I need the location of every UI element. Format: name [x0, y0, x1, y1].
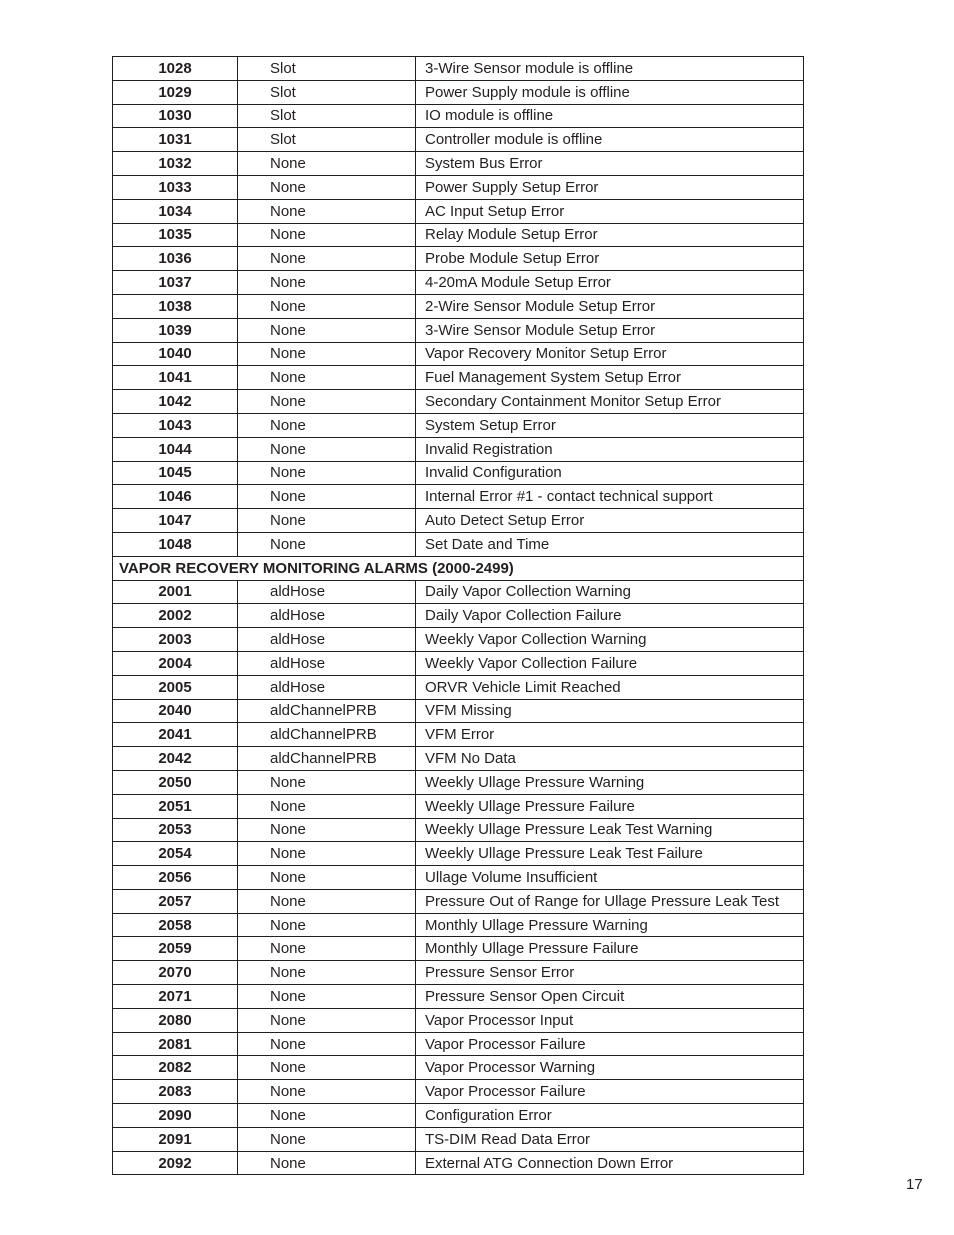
table-row — [113, 413, 804, 437]
slot-cell: None — [238, 937, 416, 961]
table-row — [113, 1056, 804, 1080]
slot-cell: aldHose — [238, 675, 416, 699]
alarm-code-cell: 2005 — [113, 675, 238, 699]
description-cell: ORVR Vehicle Limit Reached — [416, 675, 804, 699]
alarm-code-cell: 2092 — [113, 1151, 238, 1175]
description-cell: Probe Module Setup Error — [416, 247, 804, 271]
slot-cell: None — [238, 199, 416, 223]
slot-cell: None — [238, 794, 416, 818]
table-row — [113, 104, 804, 128]
slot-cell: Slot — [238, 104, 416, 128]
description-cell: Weekly Ullage Pressure Warning — [416, 770, 804, 794]
description-cell: Vapor Recovery Monitor Setup Error — [416, 342, 804, 366]
alarm-code-cell: 2053 — [113, 818, 238, 842]
description-cell: Daily Vapor Collection Failure — [416, 604, 804, 628]
alarm-code-cell: 2001 — [113, 580, 238, 604]
description-cell: 3-Wire Sensor module is offline — [416, 57, 804, 81]
table-row — [113, 461, 804, 485]
description-cell: IO module is offline — [416, 104, 804, 128]
description-cell: 4-20mA Module Setup Error — [416, 271, 804, 295]
slot-cell: Slot — [238, 128, 416, 152]
slot-cell: aldHose — [238, 628, 416, 652]
table-row — [113, 80, 804, 104]
alarm-code-cell: 1035 — [113, 223, 238, 247]
alarm-code-cell: 1044 — [113, 437, 238, 461]
description-cell: VFM Error — [416, 723, 804, 747]
table-row — [113, 247, 804, 271]
alarm-code-cell: 2056 — [113, 866, 238, 890]
slot-cell: None — [238, 1127, 416, 1151]
slot-cell: None — [238, 818, 416, 842]
alarm-code-cell: 1048 — [113, 532, 238, 556]
alarm-code-cell: 2071 — [113, 985, 238, 1009]
table-row — [113, 818, 804, 842]
description-cell: Auto Detect Setup Error — [416, 509, 804, 533]
table-row — [113, 152, 804, 176]
alarm-code-cell: 1033 — [113, 175, 238, 199]
alarm-code-cell: 1036 — [113, 247, 238, 271]
alarm-code-cell: 2051 — [113, 794, 238, 818]
alarm-code-cell: 2081 — [113, 1032, 238, 1056]
description-cell: Pressure Sensor Error — [416, 961, 804, 985]
slot-cell: aldHose — [238, 580, 416, 604]
alarm-code-cell: 2058 — [113, 913, 238, 937]
alarm-code-cell: 1047 — [113, 509, 238, 533]
description-cell: Configuration Error — [416, 1104, 804, 1128]
table-row — [113, 770, 804, 794]
table-row — [113, 509, 804, 533]
slot-cell: None — [238, 770, 416, 794]
table-row — [113, 1032, 804, 1056]
alarm-code-cell: 1042 — [113, 390, 238, 414]
description-cell: 2-Wire Sensor Module Setup Error — [416, 294, 804, 318]
description-cell: Weekly Ullage Pressure Failure — [416, 794, 804, 818]
slot-cell: aldHose — [238, 651, 416, 675]
table-row — [113, 1080, 804, 1104]
table-row — [113, 57, 804, 81]
description-cell: Secondary Containment Monitor Setup Error — [416, 390, 804, 414]
table-row — [113, 318, 804, 342]
table-row — [113, 985, 804, 1009]
description-cell: System Bus Error — [416, 152, 804, 176]
table-row — [113, 794, 804, 818]
alarm-code-cell: 2054 — [113, 842, 238, 866]
description-cell: AC Input Setup Error — [416, 199, 804, 223]
table-row — [113, 223, 804, 247]
alarm-code-cell: 2003 — [113, 628, 238, 652]
page-number: 17 — [906, 1176, 923, 1193]
table-row — [113, 366, 804, 390]
table-row — [113, 723, 804, 747]
description-cell: Power Supply module is offline — [416, 80, 804, 104]
alarm-code-cell: 1030 — [113, 104, 238, 128]
slot-cell: None — [238, 889, 416, 913]
slot-cell: None — [238, 247, 416, 271]
slot-cell: None — [238, 342, 416, 366]
table-row — [113, 866, 804, 890]
alarm-code-cell: 2042 — [113, 747, 238, 771]
slot-cell: aldChannelPRB — [238, 747, 416, 771]
description-cell: Weekly Ullage Pressure Leak Test Warning — [416, 818, 804, 842]
alarm-code-table — [112, 56, 804, 1175]
table-row — [113, 604, 804, 628]
description-cell: Daily Vapor Collection Warning — [416, 580, 804, 604]
alarm-code-cell: 1034 — [113, 199, 238, 223]
description-cell: External ATG Connection Down Error — [416, 1151, 804, 1175]
description-cell: Vapor Processor Input — [416, 1008, 804, 1032]
table-row — [113, 889, 804, 913]
alarm-code-cell: 1043 — [113, 413, 238, 437]
alarm-code-cell: 2059 — [113, 937, 238, 961]
description-cell: Weekly Vapor Collection Warning — [416, 628, 804, 652]
table-row — [113, 913, 804, 937]
table-row — [113, 485, 804, 509]
slot-cell: Slot — [238, 80, 416, 104]
slot-cell: None — [238, 532, 416, 556]
description-cell: Set Date and Time — [416, 532, 804, 556]
table-row — [113, 437, 804, 461]
description-cell: Pressure Out of Range for Ullage Pressure Leak Test — [416, 889, 804, 913]
alarm-code-cell: 1039 — [113, 318, 238, 342]
alarm-code-cell: 2057 — [113, 889, 238, 913]
section-heading-row — [113, 556, 804, 580]
table-row — [113, 532, 804, 556]
description-cell: Invalid Registration — [416, 437, 804, 461]
slot-cell: None — [238, 390, 416, 414]
description-cell: Power Supply Setup Error — [416, 175, 804, 199]
slot-cell: None — [238, 1032, 416, 1056]
alarm-code-cell: 1037 — [113, 271, 238, 295]
description-cell: Pressure Sensor Open Circuit — [416, 985, 804, 1009]
slot-cell: None — [238, 437, 416, 461]
alarm-code-cell: 2082 — [113, 1056, 238, 1080]
description-cell: VFM Missing — [416, 699, 804, 723]
slot-cell: Slot — [238, 57, 416, 81]
table-row — [113, 699, 804, 723]
slot-cell: None — [238, 461, 416, 485]
alarm-code-cell: 1032 — [113, 152, 238, 176]
alarm-code-cell: 1028 — [113, 57, 238, 81]
alarm-code-cell: 1045 — [113, 461, 238, 485]
slot-cell: None — [238, 1056, 416, 1080]
alarm-code-cell: 2091 — [113, 1127, 238, 1151]
alarm-code-cell: 1046 — [113, 485, 238, 509]
slot-cell: None — [238, 413, 416, 437]
table-row — [113, 390, 804, 414]
description-cell: Monthly Ullage Pressure Warning — [416, 913, 804, 937]
alarm-code-cell: 2004 — [113, 651, 238, 675]
table-row — [113, 675, 804, 699]
slot-cell: None — [238, 985, 416, 1009]
slot-cell: None — [238, 1080, 416, 1104]
slot-cell: None — [238, 509, 416, 533]
alarm-code-cell: 1041 — [113, 366, 238, 390]
slot-cell: None — [238, 866, 416, 890]
slot-cell: aldHose — [238, 604, 416, 628]
alarm-code-cell: 2083 — [113, 1080, 238, 1104]
table-row — [113, 294, 804, 318]
slot-cell: None — [238, 175, 416, 199]
alarm-code-cell: 1038 — [113, 294, 238, 318]
slot-cell: None — [238, 485, 416, 509]
table-row — [113, 1104, 804, 1128]
table-row — [113, 651, 804, 675]
alarm-code-cell: 2070 — [113, 961, 238, 985]
description-cell: VFM No Data — [416, 747, 804, 771]
alarm-code-cell: 2050 — [113, 770, 238, 794]
table-row — [113, 128, 804, 152]
table-row — [113, 580, 804, 604]
description-cell: Vapor Processor Failure — [416, 1080, 804, 1104]
table-row — [113, 1151, 804, 1175]
section-heading: VAPOR RECOVERY MONITORING ALARMS (2000-2499) — [113, 556, 804, 580]
description-cell: Vapor Processor Failure — [416, 1032, 804, 1056]
table-row — [113, 747, 804, 771]
alarm-code-cell: 1029 — [113, 80, 238, 104]
table-row — [113, 1127, 804, 1151]
description-cell: Monthly Ullage Pressure Failure — [416, 937, 804, 961]
slot-cell: None — [238, 152, 416, 176]
slot-cell: None — [238, 271, 416, 295]
alarm-code-cell: 2041 — [113, 723, 238, 747]
slot-cell: aldChannelPRB — [238, 699, 416, 723]
table-row — [113, 175, 804, 199]
table-row — [113, 342, 804, 366]
table-row — [113, 199, 804, 223]
alarm-table-body — [113, 57, 804, 1175]
description-cell: 3-Wire Sensor Module Setup Error — [416, 318, 804, 342]
alarm-code-cell: 2040 — [113, 699, 238, 723]
slot-cell: aldChannelPRB — [238, 723, 416, 747]
description-cell: TS-DIM Read Data Error — [416, 1127, 804, 1151]
description-cell: System Setup Error — [416, 413, 804, 437]
description-cell: Internal Error #1 - contact technical support — [416, 485, 804, 509]
description-cell: Controller module is offline — [416, 128, 804, 152]
table-row — [113, 961, 804, 985]
slot-cell: None — [238, 1008, 416, 1032]
description-cell: Relay Module Setup Error — [416, 223, 804, 247]
slot-cell: None — [238, 913, 416, 937]
slot-cell: None — [238, 1151, 416, 1175]
slot-cell: None — [238, 1104, 416, 1128]
alarm-code-cell: 2002 — [113, 604, 238, 628]
slot-cell: None — [238, 294, 416, 318]
slot-cell: None — [238, 318, 416, 342]
alarm-code-cell: 2090 — [113, 1104, 238, 1128]
description-cell: Ullage Volume Insufficient — [416, 866, 804, 890]
description-cell: Fuel Management System Setup Error — [416, 366, 804, 390]
description-cell: Vapor Processor Warning — [416, 1056, 804, 1080]
slot-cell: None — [238, 366, 416, 390]
alarm-code-cell: 2080 — [113, 1008, 238, 1032]
table-row — [113, 937, 804, 961]
alarm-code-cell: 1040 — [113, 342, 238, 366]
table-row — [113, 1008, 804, 1032]
slot-cell: None — [238, 842, 416, 866]
table-row — [113, 842, 804, 866]
slot-cell: None — [238, 223, 416, 247]
description-cell: Weekly Vapor Collection Failure — [416, 651, 804, 675]
table-row — [113, 271, 804, 295]
slot-cell: None — [238, 961, 416, 985]
description-cell: Weekly Ullage Pressure Leak Test Failure — [416, 842, 804, 866]
alarm-code-cell: 1031 — [113, 128, 238, 152]
table-row — [113, 628, 804, 652]
description-cell: Invalid Configuration — [416, 461, 804, 485]
